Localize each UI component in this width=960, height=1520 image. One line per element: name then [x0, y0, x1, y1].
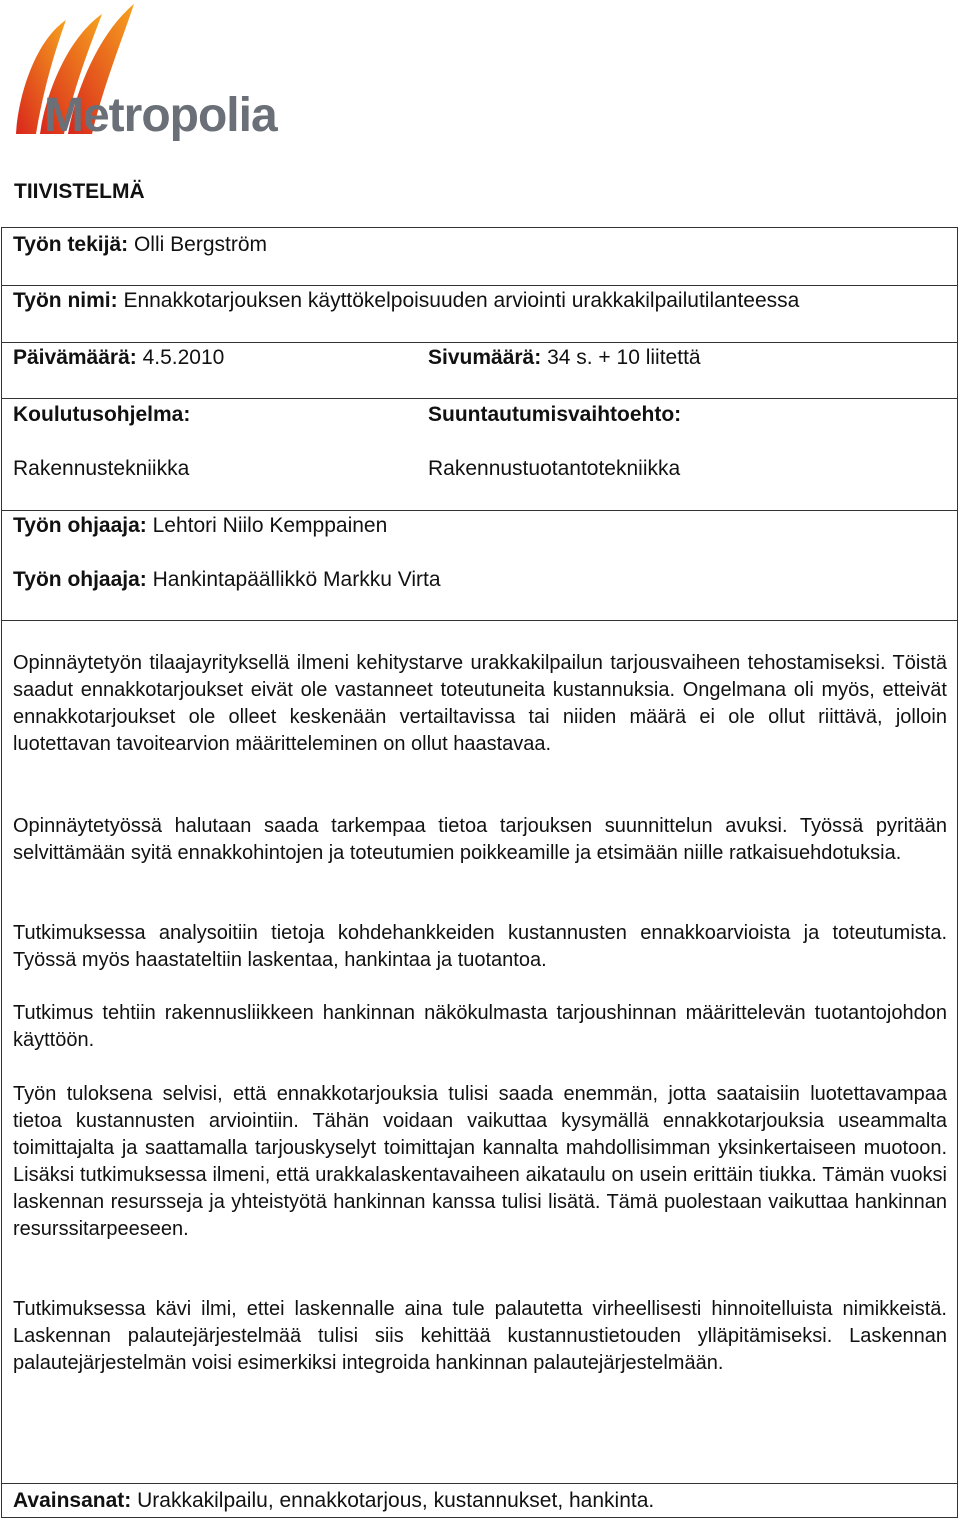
abstract-paragraph: Tutkimus tehtiin rakennusliikkeen hankinnan näkökulmasta tarjoushinnan määrittelevän tuotantojohdon käyttöön. — [13, 1002, 947, 1051]
abstract-paragraph: Tutkimuksessa kävi ilmi, ettei laskennalle aina tule palautetta virheellisesti hinnoitelluista nimikkeistä. Laskennan palautejärjestelmää tulisi siis kehittää kustannustietouden ylläpitämiseksi. Laskennan palautejärjestelmän voisi esimerkiksi integroida hankinnan palautejärjestelmään. — [13, 1298, 947, 1374]
divider — [1, 1483, 958, 1484]
metropolia-logo — [10, 2, 280, 144]
author-value: Olli Bergström — [128, 233, 267, 256]
logo-wordmark: Metropolia — [44, 89, 277, 142]
thesis-title-value: Ennakkotarjouksen käyttökelpoisuuden arviointi urakkakilpailutilanteessa — [117, 289, 800, 312]
keywords-label: Avainsanat: — [13, 1489, 132, 1512]
divider — [1, 620, 958, 621]
date-field — [13, 345, 224, 371]
abstract-paragraph: Opinnäytetyössä halutaan saada tarkempaa tietoa tarjouksen suunnittelun avuksi. Työssä pyritään selvittämään syitä ennakkohintojen ja toteutumien poikkeamille ja etsimään niille ratkaisuehdotuksia. — [13, 815, 947, 864]
abstract-paragraph: Tutkimuksessa analysoitiin tietoja kohdehankkeiden kustannusten ennakkoarvioista ja toteutumista. Työssä myös haastateltiin laskentaa, hankintaa ja tuotantoa. — [13, 922, 947, 971]
date-label: Päivämäärä: — [13, 346, 137, 369]
keywords-value: Urakkakilpailu, ennakkotarjous, kustannukset, hankinta. — [131, 1489, 655, 1512]
thesis-title-label: Työn nimi: — [13, 289, 118, 312]
orientation-label: Suuntautumisvaihtoehto: — [428, 403, 682, 426]
divider — [1, 510, 958, 511]
divider — [1, 398, 958, 399]
supervisor-label: Työn ohjaaja: — [13, 568, 147, 591]
program-value: Rakennustekniikka — [13, 457, 190, 480]
abstract-paragraph: Opinnäytetyön tilaajayrityksellä ilmeni kehitystarve urakkakilpailun tarjousvaiheen tehostamiseksi. Töistä saadut ennakkotarjoukset eivät ole vastanneet toteutuneita kustannuksia. Ongelmana oli myös, etteivät ennakkotarjoukset ole olleet keskenään vertailtavissa tai niiden määrä ei ole ollut riittävä, jolloin luotettavan tavoitearvion määritteleminen on ollut haastavaa. — [13, 652, 947, 755]
page-count-label: Sivumäärä: — [428, 346, 542, 369]
author-field — [13, 232, 267, 258]
thesis-title-field — [13, 288, 799, 314]
supervisor-value: Hankintapäällikkö Markku Virta — [146, 568, 441, 591]
supervisor-field — [13, 513, 387, 539]
orientation-value: Rakennustuotantotekniikka — [428, 457, 681, 480]
date-value: 4.5.2010 — [136, 346, 225, 369]
supervisor-label: Työn ohjaaja: — [13, 514, 147, 537]
page-title: TIIVISTELMÄ — [14, 180, 145, 203]
program-label: Koulutusohjelma: — [13, 403, 191, 426]
divider — [1, 285, 958, 286]
divider — [1, 342, 958, 343]
page-count-value: 34 s. + 10 liitettä — [541, 346, 701, 369]
author-label: Työn tekijä: — [13, 233, 129, 256]
supervisor-value: Lehtori Niilo Kemppainen — [146, 514, 388, 537]
page-count-field — [428, 345, 701, 371]
supervisor-field — [13, 567, 441, 593]
abstract-paragraph: Työn tuloksena selvisi, että ennakkotarjouksia tulisi saada enemmän, jotta saataisiin luotettavampaa tietoa kustannusten arviointiin. Tähän voidaan vaikuttaa kysymällä ennakkotarjouksia useammalta toimittajalta ja saattamalla tarjouskyselyt toimittajan kannalta mahdollisimman yksinkertaiseen muotoon. Lisäksi tutkimuksessa ilmeni, että urakkalaskentavaiheen aikataulu on usein erittäin tiukka. Tämän vuoksi laskennan resursseja ja yhteistyötä hankinnan kanssa tulisi lisätä. Tämä puolestaan vaikuttaa hankinnan resurssitarpeeseen. — [13, 1083, 947, 1240]
keywords-field — [13, 1488, 654, 1514]
